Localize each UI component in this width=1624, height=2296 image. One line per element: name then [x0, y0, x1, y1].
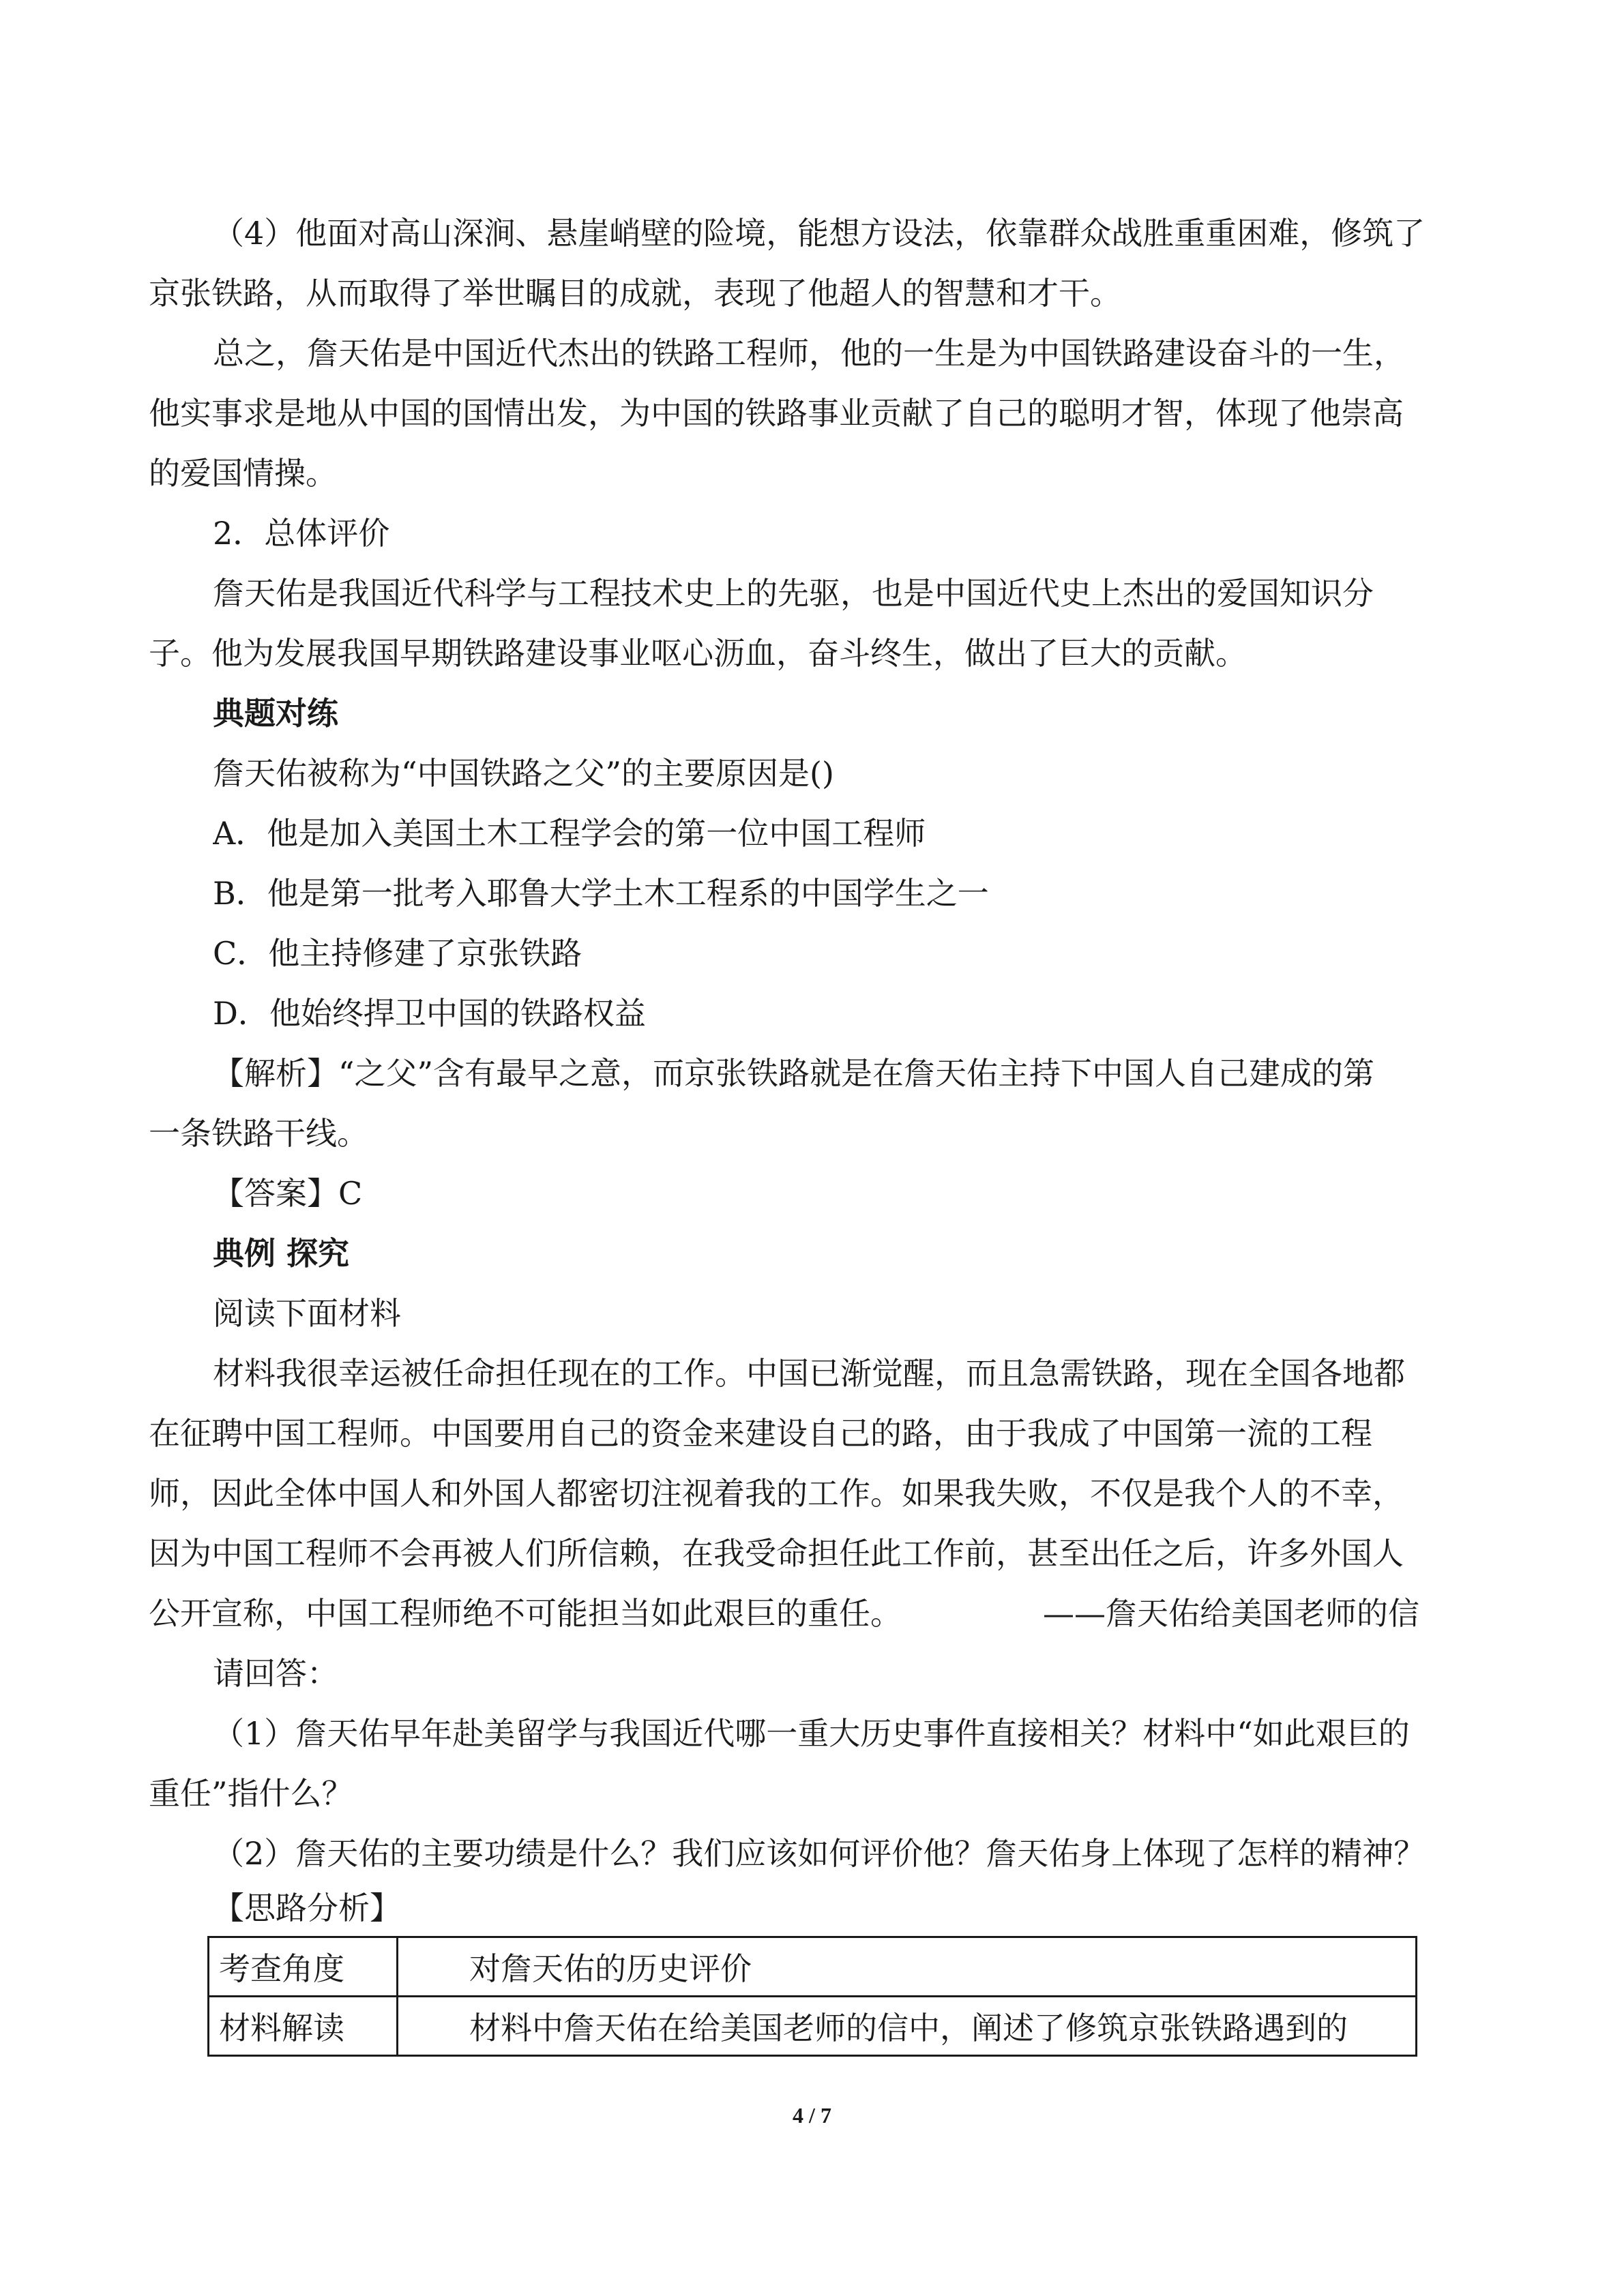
question-text: （1）詹天佑早年赴美留学与我国近代哪一重大历史事件直接相关？材料中“如此艰巨的 — [213, 1715, 1410, 1752]
table-cell-value: 材料中詹天佑在给美国老师的信中，阐述了修筑京张铁路遇到的 — [398, 1997, 1417, 2056]
question-text: （2）詹天佑的主要功绩是什么？我们应该如何评价他？詹天佑身上体现了怎样的精神？ — [213, 1835, 1426, 1872]
answer-text: 【答案】C — [213, 1175, 363, 1212]
table-row — [209, 1997, 1417, 2056]
material-text: 在征聘中国工程师。中国要用自己的资金来建设自己的路，由于我成了中国第一流的工程 — [149, 1415, 1372, 1452]
material-text: 材料我很幸运被任命担任现在的工作。中国已渐觉醒，而且急需铁路，现在全国各地都 — [213, 1355, 1405, 1392]
text-line: 京张铁路，从而取得了举世瞩目的成就，表现了他超人的智慧和才干。 — [149, 275, 1121, 312]
material-text: 公开宣称，中国工程师绝不可能担当如此艰巨的重任。 ——詹天佑给美国老师的信 — [149, 1595, 1419, 1632]
text-line: 阅读下面材料 — [213, 1295, 401, 1332]
table-cell-key: 材料解读 — [209, 1997, 398, 2056]
question-stem: 詹天佑被称为“中国铁路之父”的主要原因是() — [213, 755, 834, 792]
section-heading: 【思路分析】 — [213, 1890, 401, 1926]
section-heading: 典题对练 — [213, 695, 338, 732]
text-line: 他实事求是地从中国的国情出发，为中国的铁路事业贡献了自己的聪明才智，体现了他崇高 — [149, 395, 1404, 432]
page-number: 4 / 7 — [793, 2103, 831, 2128]
text-line: 子。他为发展我国早期铁路建设事业呕心沥血，奋斗终生，做出了巨大的贡献。 — [149, 635, 1247, 672]
table-cell-key: 考查角度 — [209, 1937, 398, 1997]
section-heading: 2．总体评价 — [213, 515, 390, 552]
analysis-text: 一条铁路干线。 — [149, 1115, 368, 1152]
section-heading: 典例 探究 — [213, 1235, 350, 1272]
option-a: A．他是加入美国土木工程学会的第一位中国工程师 — [213, 815, 926, 852]
text-line: 詹天佑是我国近代科学与工程技术史上的先驱，也是中国近代史上杰出的爱国知识分 — [213, 575, 1374, 612]
text-line: 总之，詹天佑是中国近代杰出的铁路工程师，他的一生是为中国铁路建设奋斗的一生， — [213, 335, 1405, 372]
analysis-table — [207, 1936, 1417, 2057]
option-d: D．他始终捍卫中国的铁路权益 — [213, 995, 646, 1032]
option-b: B．他是第一批考入耶鲁大学土木工程系的中国学生之一 — [213, 875, 989, 912]
material-text: 师，因此全体中国人和外国人都密切注视着我的工作。如果我失败，不仅是我个人的不幸， — [149, 1475, 1404, 1512]
text-line: （4）他面对高山深涧、悬崖峭壁的险境，能想方设法，依靠群众战胜重重困难，修筑了 — [213, 215, 1426, 252]
analysis-text: 【解析】“之父”含有最早之意，而京张铁路就是在詹天佑主持下中国人自己建成的第 — [213, 1055, 1375, 1092]
question-text: 重任”指什么？ — [149, 1775, 353, 1812]
text-line: 请回答： — [213, 1655, 338, 1692]
table-cell-value: 对詹天佑的历史评价 — [398, 1937, 1417, 1997]
text-line: 的爱国情操。 — [149, 455, 337, 492]
table-row — [209, 1937, 1417, 1997]
material-text: 因为中国工程师不会再被人们所信赖，在我受命担任此工作前，甚至出任之后，许多外国人 — [149, 1535, 1404, 1572]
option-c: C．他主持修建了京张铁路 — [213, 935, 582, 972]
